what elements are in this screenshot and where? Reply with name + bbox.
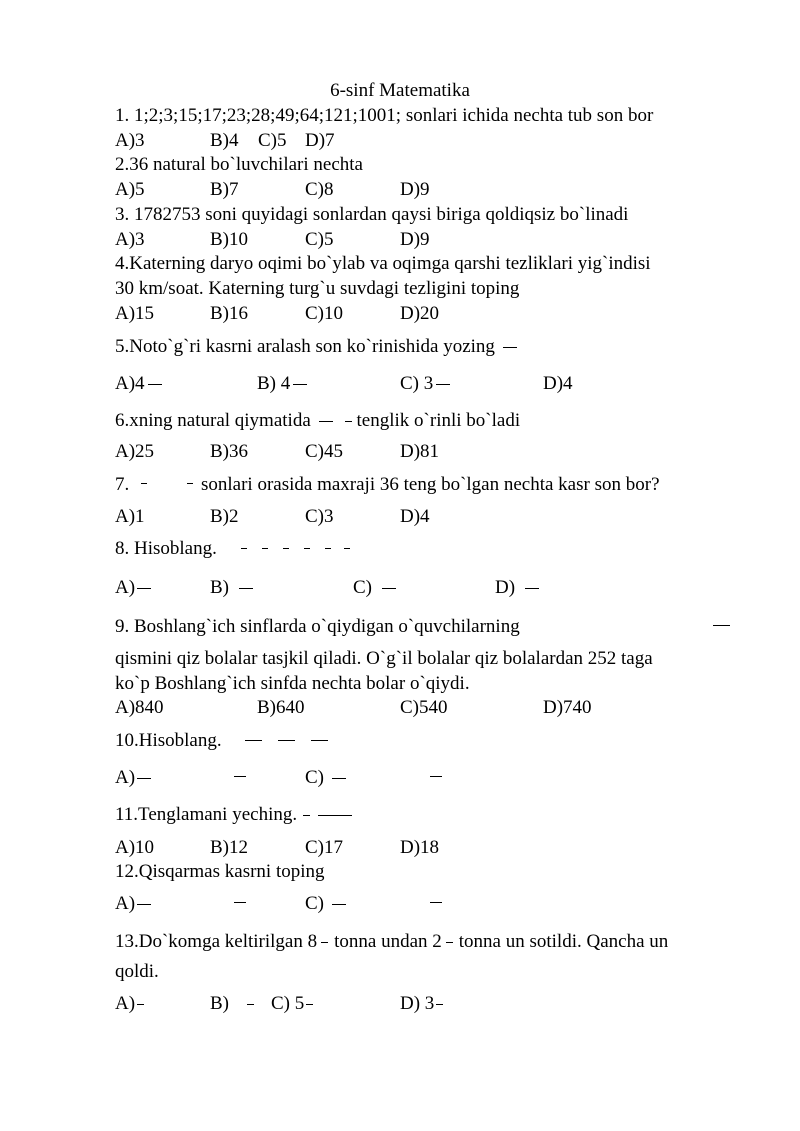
q13-option-b[interactable] [210,994,254,1013]
q5-option-d[interactable]: D)4 [543,373,573,394]
fraction-bar [325,548,331,549]
q8-option-c[interactable] [353,578,396,597]
q7-option-c[interactable]: C)3 [305,506,334,527]
q10-option-a-label: A) [115,767,136,788]
fraction-bar [234,776,246,777]
fraction-bar [525,588,539,589]
fraction-bar [503,347,517,348]
q12-option-c-label: C) [305,893,324,914]
q8-option-d-label: D) [495,577,516,598]
q12-option-a-label: A) [115,893,136,914]
q3-option-b[interactable]: B)10 [210,229,248,250]
q5-option-c[interactable] [400,374,450,393]
fraction-bar [319,421,333,422]
q2-option-c[interactable]: C)8 [305,179,334,200]
fraction-bar [311,740,328,741]
question-13-label-b: tonna undan 2 [334,931,442,952]
fraction-bar [141,483,147,484]
q11-option-b[interactable]: B)12 [210,837,248,858]
fraction-bar [247,1004,254,1005]
question-13-label-a: 13.Do`komga keltirilgan 8 [115,931,318,952]
fraction-bar [345,421,352,422]
q13-option-a[interactable] [115,994,144,1013]
q8-option-a-label: A) [115,577,136,598]
fraction-bar [137,588,151,589]
q7-option-b[interactable]: B)2 [210,506,239,527]
q5-option-b-label: B) 4 [257,373,291,394]
q8-option-d[interactable] [495,578,539,597]
fraction-bar [306,1004,313,1005]
q8-option-b[interactable] [210,578,253,597]
fraction-bar [332,778,346,779]
question-10-text: 10.Hisoblang. [115,730,222,751]
page-title: 6-sinf Matematika [330,80,470,101]
q10-option-c[interactable] [305,768,346,787]
fraction-bar [303,815,310,816]
question-9-line-2: qismini qiz bolalar tasjkil qiladi. O`g`il bolalar qiz bolalardan 252 taga [115,648,653,669]
question-8-text: 8. Hisoblang. [115,538,217,559]
q6-option-c[interactable]: C)45 [305,441,343,462]
q10-option-c-label: C) [305,767,324,788]
fraction-bar [304,548,310,549]
fraction-bar [262,548,268,549]
question-6-text [115,411,520,430]
q13-option-b-label: B) [210,993,229,1014]
fraction-bar [446,942,453,943]
q3-option-d[interactable]: D)9 [400,229,430,250]
fraction-bar [436,384,450,385]
fraction-bar [137,1004,144,1005]
q1-option-d[interactable]: D)7 [305,130,335,151]
q8-option-c-label: C) [353,577,372,598]
q11-option-a[interactable]: A)10 [115,837,155,858]
fraction-bar [293,384,307,385]
q9-option-c[interactable]: C)540 [400,697,448,718]
q2-option-a[interactable]: A)5 [115,179,145,200]
q2-option-b[interactable]: B)7 [210,179,239,200]
q2-option-d[interactable]: D)9 [400,179,430,200]
q1-option-b[interactable]: B)4 [210,130,239,151]
question-5-label: 5.Noto`g`ri kasrni aralash son ko`rinishida yozing [115,336,495,357]
question-7-text: sonlari orasida maxraji 36 teng bo`lgan nechta kasr son bor? [201,474,660,495]
fraction-bar [344,548,350,549]
fraction-bar [234,902,246,903]
q4-option-c[interactable]: C)10 [305,303,343,324]
question-13-line-1 [115,932,668,951]
q13-option-c-label: C) 5 [271,993,305,1014]
fraction-bar [137,778,151,779]
question-9-line-3: ko`p Boshlang`ich sinfda nechta bolar o`qiydi. [115,673,470,694]
q7-option-d[interactable]: D)4 [400,506,430,527]
question-6-label-b: tenglik o`rinli bo`ladi [356,410,521,431]
q1-option-c[interactable]: C)5 [258,130,287,151]
q6-option-d[interactable]: D)81 [400,441,440,462]
question-12-text: 12.Qisqarmas kasrni toping [115,861,325,882]
question-4-line-2: 30 km/soat. Katerning turg`u suvdagi tezligini toping [115,278,520,299]
fraction-bar [245,740,262,741]
q5-option-a[interactable] [115,374,162,393]
fraction-bar [430,776,442,777]
fraction-bar [430,902,442,903]
q7-option-a[interactable]: A)1 [115,506,145,527]
q12-option-a[interactable] [115,894,151,913]
q13-option-a-label: A) [115,993,136,1014]
question-1-text: 1. 1;2;3;15;17;23;28;49;64;121;1001; sonlari ichida nechta tub son bor [115,105,654,126]
question-4-line-1: 4.Katerning daryo oqimi bo`ylab va oqimga qarshi tezliklari yig`indisi [115,253,651,274]
fraction-bar [283,548,289,549]
q3-option-a[interactable]: A)3 [115,229,145,250]
q11-option-d[interactable]: D)18 [400,837,440,858]
fraction-bar [187,483,193,484]
q9-option-d[interactable]: D)740 [543,697,592,718]
q4-option-a[interactable]: A)15 [115,303,155,324]
q6-option-b[interactable]: B)36 [210,441,248,462]
q1-option-a[interactable]: A)3 [115,130,145,151]
q3-option-c[interactable]: C)5 [305,229,334,250]
q8-option-b-label: B) [210,577,229,598]
question-11-label: 11.Tenglamani yeching. [115,804,298,825]
q8-option-a[interactable] [115,578,151,597]
fraction-bar [713,625,730,626]
q11-option-c[interactable]: C)17 [305,837,343,858]
question-11-text [115,805,352,824]
q9-option-a[interactable]: A)840 [115,697,164,718]
fraction-bar [436,1004,443,1005]
q12-option-c[interactable] [305,894,346,913]
q5-option-b[interactable] [257,374,307,393]
question-6-label-a: 6.xning natural qiymatida [115,410,311,431]
question-3-text: 3. 1782753 soni quyidagi sonlardan qaysi biriga qoldiqsiz bo`linadi [115,204,629,225]
fraction-bar [332,904,346,905]
q4-option-d[interactable]: D)20 [400,303,440,324]
question-13-line-2: qoldi. [115,961,159,982]
q6-option-a[interactable]: A)25 [115,441,155,462]
fraction-bar [382,588,396,589]
question-5-text [115,337,517,356]
question-7-number: 7. [115,474,130,495]
q10-option-a[interactable] [115,768,151,787]
fraction-bar [241,548,247,549]
q5-option-a-label: A)4 [115,373,145,394]
q13-option-d-label: D) 3 [400,993,435,1014]
q5-option-c-label: C) 3 [400,373,434,394]
q13-option-c[interactable] [271,994,313,1013]
fraction-bar [321,942,328,943]
question-9-line-1: 9. Boshlang`ich sinflarda o`qiydigan o`quvchilarning [115,616,520,637]
q13-option-d[interactable] [400,994,443,1013]
fraction-bar [148,384,162,385]
q4-option-b[interactable]: B)16 [210,303,248,324]
fraction-bar [239,588,253,589]
question-2-text: 2.36 natural bo`luvchilari nechta [115,154,363,175]
q9-option-b[interactable]: B)640 [257,697,305,718]
fraction-bar [278,740,295,741]
fraction-bar [318,815,352,816]
fraction-bar [137,904,151,905]
question-13-label-c: tonna un sotildi. Qancha un [458,931,669,952]
